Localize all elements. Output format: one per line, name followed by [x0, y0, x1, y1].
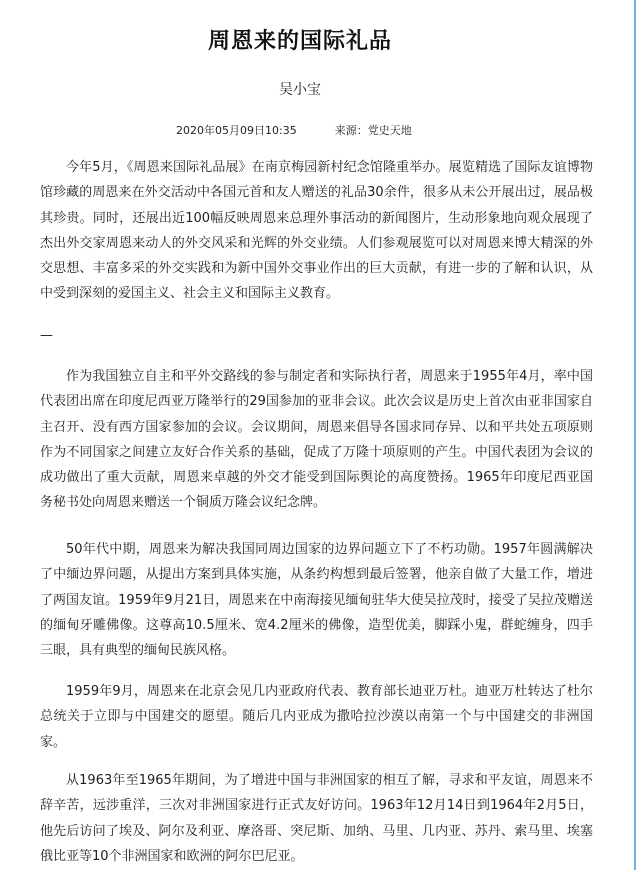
article-title: 周恩来的国际礼品 [207, 29, 392, 54]
article-meta [176, 122, 412, 138]
paragraph-intro: 今年5月，《周恩来国际礼品展》在南京梅园新村纪念馆隆重举办。展览精选了国际友谊博物馆珍藏的周恩来在外交活动中各国元首和友人赠送的礼品30余件，很多从未公开展出过，展品极其珍贵。同时，还展出近100幅反映周恩来总理外事活动的新闻图片，生动形象地向观众展现了杰出外交家周恩来动人的外交风采和光辉的外交业绩。人们参观展览可以对周恩来博大精深的外交思想、丰富多采的外交实践和为新中国外交事业作出的巨大贡献，有进一步的了解和认识，从中受到深刻的爱国主义、社会主义和国际主义教育。 [40, 160, 593, 302]
article-author: 吴小宝 [279, 82, 321, 98]
paragraph-guinea: 1959年9月，周恩来在北京会见几内亚政府代表、教育部长迪亚万杜。迪亚万杜转达了杜尔总统关于立即与中国建交的愿望。随后几内亚成为撒哈拉沙漠以南第一个与中国建交的非洲国家。 [40, 684, 593, 750]
publish-timestamp: 2020年05月09日10:35 [176, 124, 297, 137]
article-source: 来源：党史天地 [334, 124, 412, 137]
paragraph-burma: 50年代中期，周恩来为解决我国同周边国家的边界问题立下了不朽功勋。1957年圆满解决了中缅边界问题，从提出方案到具体实施，从条约构想到最后签署，他亲自做了大量工作，增进了两国友谊。1959年9月21日，周恩来在中南海接见缅甸驻华大使吴拉茂时，接受了吴拉茂赠送的缅甸牙雕佛像。这尊高10.5厘米、宽4.2厘米的佛像，造型优美，脚踩小鬼，群蛇缠身，四手三眼，具有典型的缅甸民族风格。 [40, 542, 593, 659]
section-divider: — [40, 328, 53, 343]
paragraph-africa-visits: 从1963年至1965年期间，为了增进中国与非洲国家的相互了解，寻求和平友谊，周恩来不辞辛苦，远涉重洋，三次对非洲国家进行正式友好访问。1963年12月14日到1964年2月5日，他先后访问了埃及、阿尔及利亚、摩洛哥、突尼斯、加纳、马里、几内亚、苏丹、索马里、埃塞俄比亚等10个非洲国家和欧洲的阿尔巴尼亚。 [40, 773, 593, 864]
paragraph-bandung: 作为我国独立自主和平外交路线的参与制定者和实际执行者，周恩来于1955年4月，率中国代表团出席在印度尼西亚万隆举行的29国参加的亚非会议。此次会议是历史上首次由亚非国家自主召开、没有西方国家参加的会议。会议期间，周恩来倡导各国求同存异、以和平共处五项原则作为不同国家之间建立友好合作关系的基础，促成了万隆十项原则的产生。中国代表团为会议的成功做出了重大贡献，周恩来卓越的外交才能受到国际舆论的高度赞扬。1965年印度尼西亚国务秘书处向周恩来赠送一个铜质万隆会议纪念牌。 [40, 369, 593, 511]
